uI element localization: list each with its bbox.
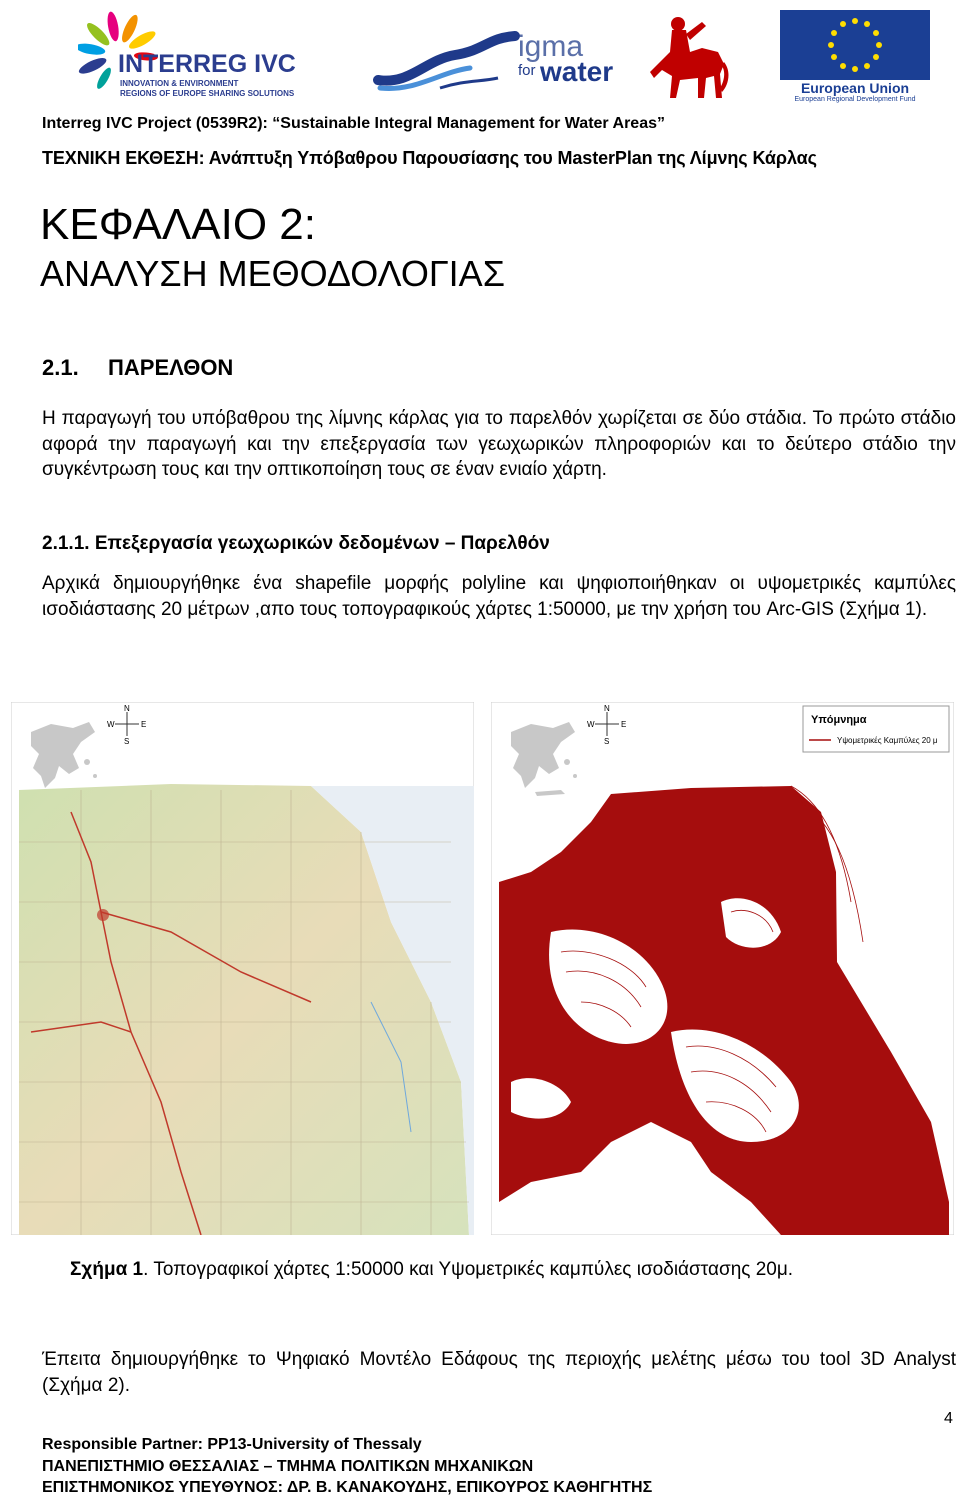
- footer-supervisor: ΕΠΙΣΤΗΜΟΝΙΚΟΣ ΥΠΕΥΘΥΝΟΣ: ΔΡ. Β. ΚΑΝΑΚΟΥΔΗΣ, ΕΠΙΚΟΥΡΟΣ ΚΑΘΗΓΗΤΗΣ: [42, 1479, 653, 1496]
- topographic-map: [11, 702, 474, 1235]
- eu-fund: European Regional Development Fund: [794, 96, 916, 103]
- interreg-tagline-1: INNOVATION & ENVIRONMENT: [120, 79, 239, 88]
- eu-logo: [780, 10, 930, 104]
- sigma-for-water-logo: [370, 30, 620, 95]
- compass-e: E: [141, 720, 147, 729]
- compass-n: N: [124, 704, 130, 713]
- compass-e: E: [621, 720, 627, 729]
- chapter-title: ΑΝΑΛΥΣΗ ΜΕΘΟΔΟΛΟΓΙΑΣ: [40, 253, 505, 294]
- eu-name: European Union: [800, 80, 910, 96]
- topographic-map-image: [11, 702, 474, 1235]
- page-number: 4: [944, 1410, 953, 1427]
- subsection-heading: 2.1.1. Επεξεργασία γεωχωρικών δεδομένων – Παρελθόν: [42, 533, 550, 554]
- compass-w: W: [587, 720, 595, 729]
- sigma-for: for: [518, 62, 536, 79]
- section-number: 2.1.: [42, 355, 79, 380]
- compass-s: S: [124, 737, 130, 746]
- legend-box: [803, 706, 949, 752]
- legend-title: Υπόμνημα: [811, 714, 867, 726]
- section-heading: [42, 355, 233, 381]
- interreg-tagline-2: REGIONS OF EUROPE SHARING SOLUTIONS: [120, 89, 295, 98]
- sigma-water: water: [540, 56, 614, 87]
- report-header: ΤΕΧΝΙΚΗ ΕΚΘΕΣΗ: Ανάπτυξη Υπόβαθρου Παρουσίασης του MasterPlan της Λίμνης Κάρλας: [42, 148, 817, 168]
- paragraph-intro: Η παραγωγή του υπόβαθρου της λίμνης κάρλας για το παρελθόν χωρίζεται σε δύο στάδια. Το πρώτο στάδιο αφορά την παραγωγή και την επεξεργασία των γεωχωρικών πληροφοριών και το δεύτερο στάδιο την συγκέντρωση τους και την οπτικοποίηση τους σε έναν ενιαίο χάρτη.: [42, 408, 956, 480]
- interreg-logo: [78, 6, 328, 101]
- chapter-number: ΚΕΦΑΛΑΙΟ 2:: [40, 200, 316, 249]
- section-title: ΠΑΡΕΛΘΟΝ: [108, 355, 234, 380]
- centaur-icon: [640, 12, 730, 104]
- paragraph-dem: Έπειτα δημιουργήθηκε το Ψηφιακό Μοντέλο Εδάφους της περιοχής μελέτης μέσω του tool 3D Analyst (Σχήμα 2).: [42, 1349, 956, 1396]
- interreg-name: INTERREG IVC: [118, 50, 296, 78]
- contour-map-image: [491, 702, 954, 1235]
- figure-caption: [70, 1259, 793, 1281]
- footer-partner: Responsible Partner: PP13-University of Thessaly: [42, 1436, 422, 1453]
- caption-label: Σχήμα 1: [70, 1259, 144, 1280]
- paragraph-shapefile: Αρχικά δημιουργήθηκε ένα shapefile μορφής polyline και ψηφιοποιήθηκαν οι υψομετρικές καμπύλες ισοδιάστασης 20 μέτρων ,απο τους τοπογραφικούς χάρτες 1:50000, με την χρήση του Arc-GIS (Σχήμα 1).: [42, 573, 956, 620]
- contour-map: [491, 702, 954, 1235]
- compass-s: S: [604, 737, 610, 746]
- compass-w: W: [107, 720, 115, 729]
- project-header: Interreg IVC Project (0539R2): “Sustainable Integral Management for Water Areas”: [42, 115, 665, 132]
- caption-text: . Τοπογραφικοί χάρτες 1:50000 και Υψομετρικές καμπύλες ισοδιάστασης 20μ.: [143, 1259, 794, 1280]
- footer-department: ΠΑΝΕΠΙΣΤΗΜΙΟ ΘΕΣΣΑΛΙΑΣ – ΤΜΗΜΑ ΠΟΛΙΤΙΚΩΝ ΜΗΧΑΝΙΚΩΝ: [42, 1458, 534, 1475]
- university-of-thessaly-logo: [640, 12, 730, 104]
- sigma-word: igma: [518, 30, 584, 63]
- legend-item: Υψομετρικές Καμπύλες 20 μ: [837, 736, 938, 745]
- compass-n: N: [604, 704, 610, 713]
- eu-flag-icon: [780, 10, 930, 80]
